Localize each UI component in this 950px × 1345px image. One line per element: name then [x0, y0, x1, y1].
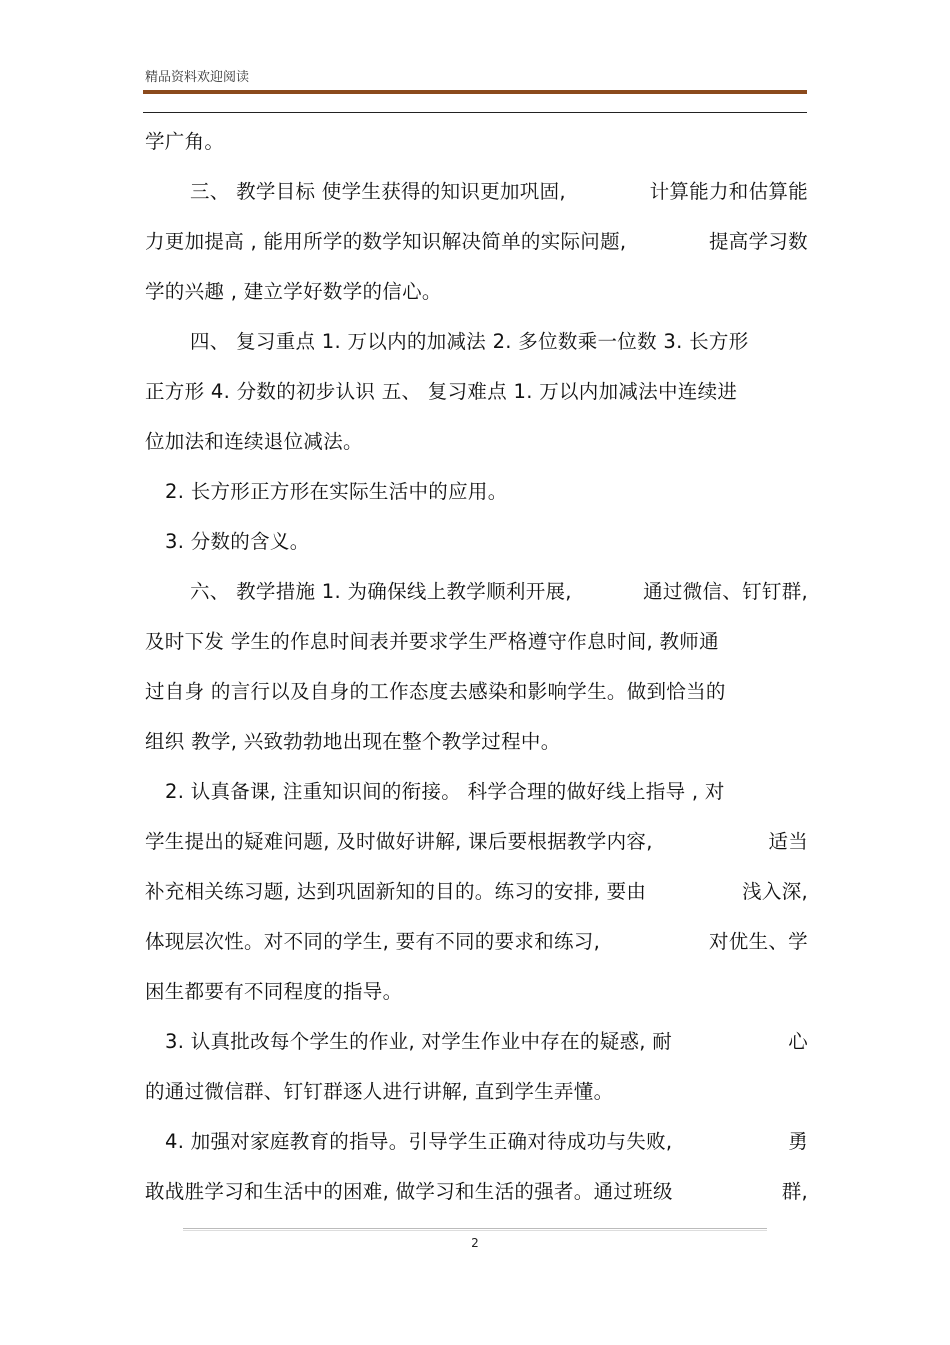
text-line — [145, 430, 808, 454]
text-line — [165, 1030, 808, 1054]
text-line — [145, 1080, 808, 1104]
text-line — [145, 980, 808, 1004]
header-rule-thick — [143, 90, 807, 94]
page-header-text: 精品资料欢迎阅读 — [145, 70, 250, 85]
text-line — [145, 730, 808, 754]
text-segment: 及时下发 学生的作息时间表并要求学生严格遵守作息时间, 教师通 — [145, 630, 719, 653]
footer-rule-shadow — [183, 1230, 767, 1231]
text-segment: 四、 复习重点 1. 万以内的加减法 2. 多位数乘一位数 3. 长方形 — [190, 330, 749, 353]
text-line — [145, 230, 808, 254]
text-segment: 3. 分数的含义。 — [165, 530, 310, 553]
text-segment: 学的兴趣 , 建立学好数学的信心。 — [145, 280, 442, 303]
text-segment: 浅入深, — [742, 880, 808, 903]
text-line — [145, 1180, 808, 1204]
text-segment: 4. 加强对家庭教育的指导。引导学生正确对待成功与失败, — [165, 1130, 673, 1153]
text-segment: 计算能力和估算能 — [649, 180, 808, 203]
text-segment: 群, — [781, 1180, 808, 1203]
text-line — [145, 680, 808, 704]
text-line — [145, 130, 808, 154]
text-line — [165, 780, 808, 804]
text-line — [145, 930, 808, 954]
text-segment: 适当 — [768, 830, 808, 853]
text-line — [145, 380, 808, 404]
text-segment: 对优生、学 — [708, 930, 808, 953]
text-segment: 2. 认真备课, 注重知识间的衔接。 科学合理的做好线上指导 , 对 — [165, 780, 725, 803]
text-segment: 位加法和连续退位减法。 — [145, 430, 363, 453]
footer-rule — [183, 1228, 767, 1229]
text-segment: 勇 — [788, 1130, 808, 1153]
text-line — [145, 630, 808, 654]
text-line — [165, 480, 808, 504]
text-segment: 体现层次性。对不同的学生, 要有不同的要求和练习, — [145, 930, 601, 953]
text-segment: 困生都要有不同程度的指导。 — [145, 980, 403, 1003]
text-line — [145, 880, 808, 904]
text-segment: 正方形 4. 分数的初步认识 五、 复习难点 1. 万以内加减法中连续进 — [145, 380, 738, 403]
text-line — [190, 330, 808, 354]
header-rule-thin — [143, 112, 807, 113]
text-line — [190, 580, 808, 604]
page-number: 2 — [471, 1236, 479, 1250]
text-segment: 的通过微信群、钉钉群逐人进行讲解, 直到学生弄懂。 — [145, 1080, 614, 1103]
text-line — [145, 280, 808, 304]
text-line — [165, 1130, 808, 1154]
text-segment: 提高学习数 — [708, 230, 808, 253]
text-line — [190, 180, 808, 204]
text-segment: 补充相关练习题, 达到巩固新知的目的。练习的安排, 要由 — [145, 880, 647, 903]
text-segment: 六、 教学措施 1. 为确保线上教学顺利开展, — [190, 580, 572, 603]
text-line — [165, 530, 808, 554]
text-segment: 三、 教学目标 使学生获得的知识更加巩固, — [190, 180, 566, 203]
text-segment: 过自身 的言行以及自身的工作态度去感染和影响学生。做到恰当的 — [145, 680, 726, 703]
text-segment: 力更加提高 , 能用所学的数学知识解决简单的实际问题, — [145, 230, 627, 253]
text-segment: 2. 长方形正方形在实际生活中的应用。 — [165, 480, 508, 503]
text-segment: 敢战胜学习和生活中的困难, 做学习和生活的强者。通过班级 — [145, 1180, 673, 1203]
text-segment: 3. 认真批改每个学生的作业, 对学生作业中存在的疑惑, 耐 — [165, 1030, 673, 1053]
text-segment: 学广角。 — [145, 130, 225, 153]
text-segment: 学生提出的疑难问题, 及时做好讲解, 课后要根据教学内容, — [145, 830, 653, 853]
text-segment: 通过微信、钉钉群, — [643, 580, 808, 603]
text-segment: 组织 教学, 兴致勃勃地出现在整个教学过程中。 — [145, 730, 561, 753]
text-segment: 心 — [788, 1030, 808, 1053]
text-line — [145, 830, 808, 854]
